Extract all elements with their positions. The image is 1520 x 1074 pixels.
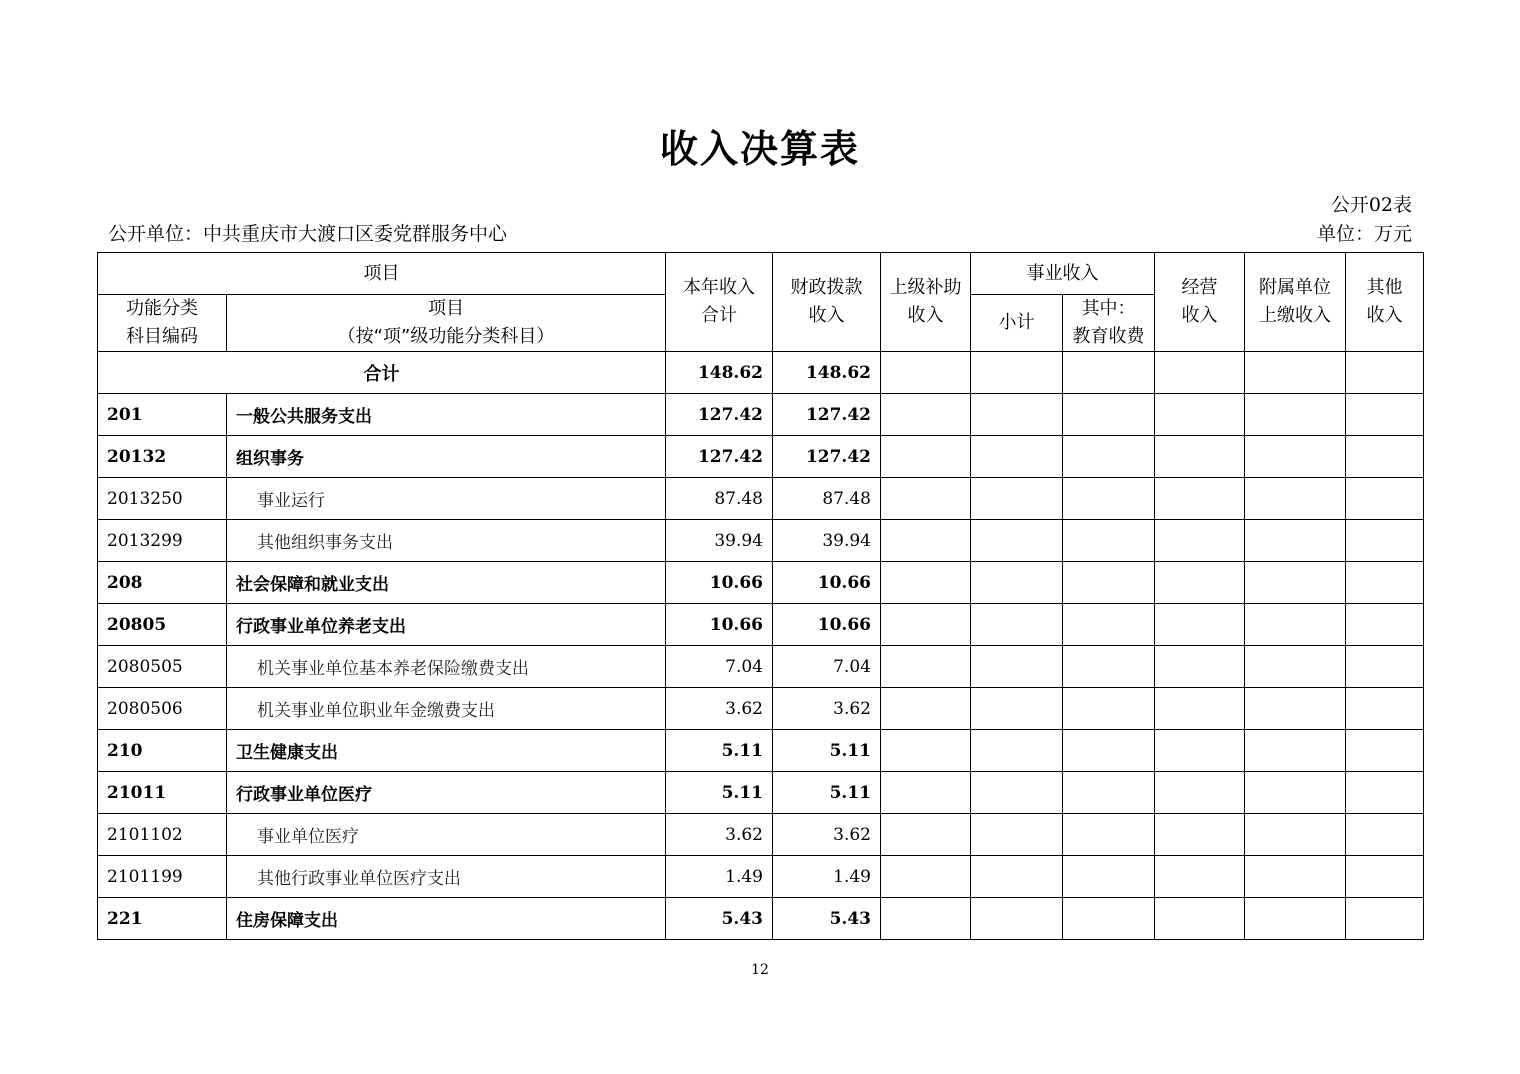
row-code: 2013250 bbox=[98, 478, 227, 520]
header-subtotal: 小计 bbox=[971, 295, 1063, 352]
table-row bbox=[98, 646, 1424, 688]
row-code: 2013299 bbox=[98, 520, 227, 562]
table-row bbox=[98, 604, 1424, 646]
row-name: 一般公共服务支出 bbox=[227, 394, 666, 436]
row-fiscal: 87.48 bbox=[773, 478, 881, 520]
row-total: 7.04 bbox=[666, 646, 773, 688]
table-row bbox=[98, 436, 1424, 478]
row-code: 2101102 bbox=[98, 814, 227, 856]
header-other: 其他 收入 bbox=[1346, 253, 1424, 352]
header-career-group: 事业收入 bbox=[971, 253, 1155, 295]
total-row bbox=[98, 352, 1424, 394]
header-item-group: 项目 bbox=[98, 253, 666, 295]
row-name: 住房保障支出 bbox=[227, 898, 666, 940]
header-total: 本年收入 合计 bbox=[666, 253, 773, 352]
table-row bbox=[98, 856, 1424, 898]
currency-unit: 单位：万元 bbox=[1316, 223, 1412, 245]
row-code: 2101199 bbox=[98, 856, 227, 898]
row-total: 39.94 bbox=[666, 520, 773, 562]
row-code: 20132 bbox=[98, 436, 227, 478]
row-code: 2080505 bbox=[98, 646, 227, 688]
reporting-unit: 公开单位：中共重庆市大渡口区委党群服务中心 bbox=[108, 223, 508, 245]
row-total: 10.66 bbox=[666, 604, 773, 646]
table-row bbox=[98, 814, 1424, 856]
row-total: 3.62 bbox=[666, 688, 773, 730]
row-total: 1.49 bbox=[666, 856, 773, 898]
header-business: 经营 收入 bbox=[1155, 253, 1245, 352]
row-fiscal: 10.66 bbox=[773, 604, 881, 646]
row-code: 21011 bbox=[98, 772, 227, 814]
row-total: 5.11 bbox=[666, 772, 773, 814]
row-fiscal: 3.62 bbox=[773, 688, 881, 730]
row-fiscal: 39.94 bbox=[773, 520, 881, 562]
row-fiscal: 7.04 bbox=[773, 646, 881, 688]
row-fiscal: 1.49 bbox=[773, 856, 881, 898]
page-title: 收入决算表 bbox=[659, 127, 860, 171]
row-fiscal: 5.43 bbox=[773, 898, 881, 940]
row-total: 5.11 bbox=[666, 730, 773, 772]
row-name: 社会保障和就业支出 bbox=[227, 562, 666, 604]
page-number: 12 bbox=[751, 962, 769, 978]
table-row bbox=[98, 772, 1424, 814]
row-name: 其他行政事业单位医疗支出 bbox=[227, 856, 666, 898]
row-name: 卫生健康支出 bbox=[227, 730, 666, 772]
row-name: 机关事业单位职业年金缴费支出 bbox=[227, 688, 666, 730]
table-row bbox=[98, 898, 1424, 940]
total-amount: 148.62 bbox=[666, 352, 773, 394]
header-code: 功能分类 科目编码 bbox=[98, 295, 227, 352]
table-row bbox=[98, 730, 1424, 772]
row-code: 201 bbox=[98, 394, 227, 436]
row-code: 208 bbox=[98, 562, 227, 604]
row-total: 87.48 bbox=[666, 478, 773, 520]
row-fiscal: 127.42 bbox=[773, 394, 881, 436]
row-total: 127.42 bbox=[666, 394, 773, 436]
row-code: 210 bbox=[98, 730, 227, 772]
row-total: 3.62 bbox=[666, 814, 773, 856]
row-code: 20805 bbox=[98, 604, 227, 646]
row-name: 事业运行 bbox=[227, 478, 666, 520]
row-name: 事业单位医疗 bbox=[227, 814, 666, 856]
header-affiliated: 附属单位 上缴收入 bbox=[1245, 253, 1346, 352]
row-name: 其他组织事务支出 bbox=[227, 520, 666, 562]
row-code: 2080506 bbox=[98, 688, 227, 730]
row-fiscal: 5.11 bbox=[773, 772, 881, 814]
table-row bbox=[98, 478, 1424, 520]
row-total: 5.43 bbox=[666, 898, 773, 940]
row-fiscal: 127.42 bbox=[773, 436, 881, 478]
table-row bbox=[98, 520, 1424, 562]
table-number: 公开02表 bbox=[1330, 194, 1412, 216]
row-name: 机关事业单位基本养老保险缴费支出 bbox=[227, 646, 666, 688]
row-name: 组织事务 bbox=[227, 436, 666, 478]
total-label: 合计 bbox=[98, 352, 666, 394]
income-table bbox=[97, 252, 1424, 940]
table-row bbox=[98, 562, 1424, 604]
header-superior: 上级补助 收入 bbox=[881, 253, 971, 352]
header-item: 项目 （按“项”级功能分类科目） bbox=[227, 295, 666, 352]
row-fiscal: 3.62 bbox=[773, 814, 881, 856]
table-row bbox=[98, 394, 1424, 436]
row-total: 10.66 bbox=[666, 562, 773, 604]
row-fiscal: 10.66 bbox=[773, 562, 881, 604]
row-code: 221 bbox=[98, 898, 227, 940]
row-name: 行政事业单位养老支出 bbox=[227, 604, 666, 646]
row-fiscal: 5.11 bbox=[773, 730, 881, 772]
row-total: 127.42 bbox=[666, 436, 773, 478]
total-fiscal: 148.62 bbox=[773, 352, 881, 394]
header-edu-fee: 其中： 教育收费 bbox=[1063, 295, 1155, 352]
table-row bbox=[98, 688, 1424, 730]
row-name: 行政事业单位医疗 bbox=[227, 772, 666, 814]
header-fiscal: 财政拨款 收入 bbox=[773, 253, 881, 352]
